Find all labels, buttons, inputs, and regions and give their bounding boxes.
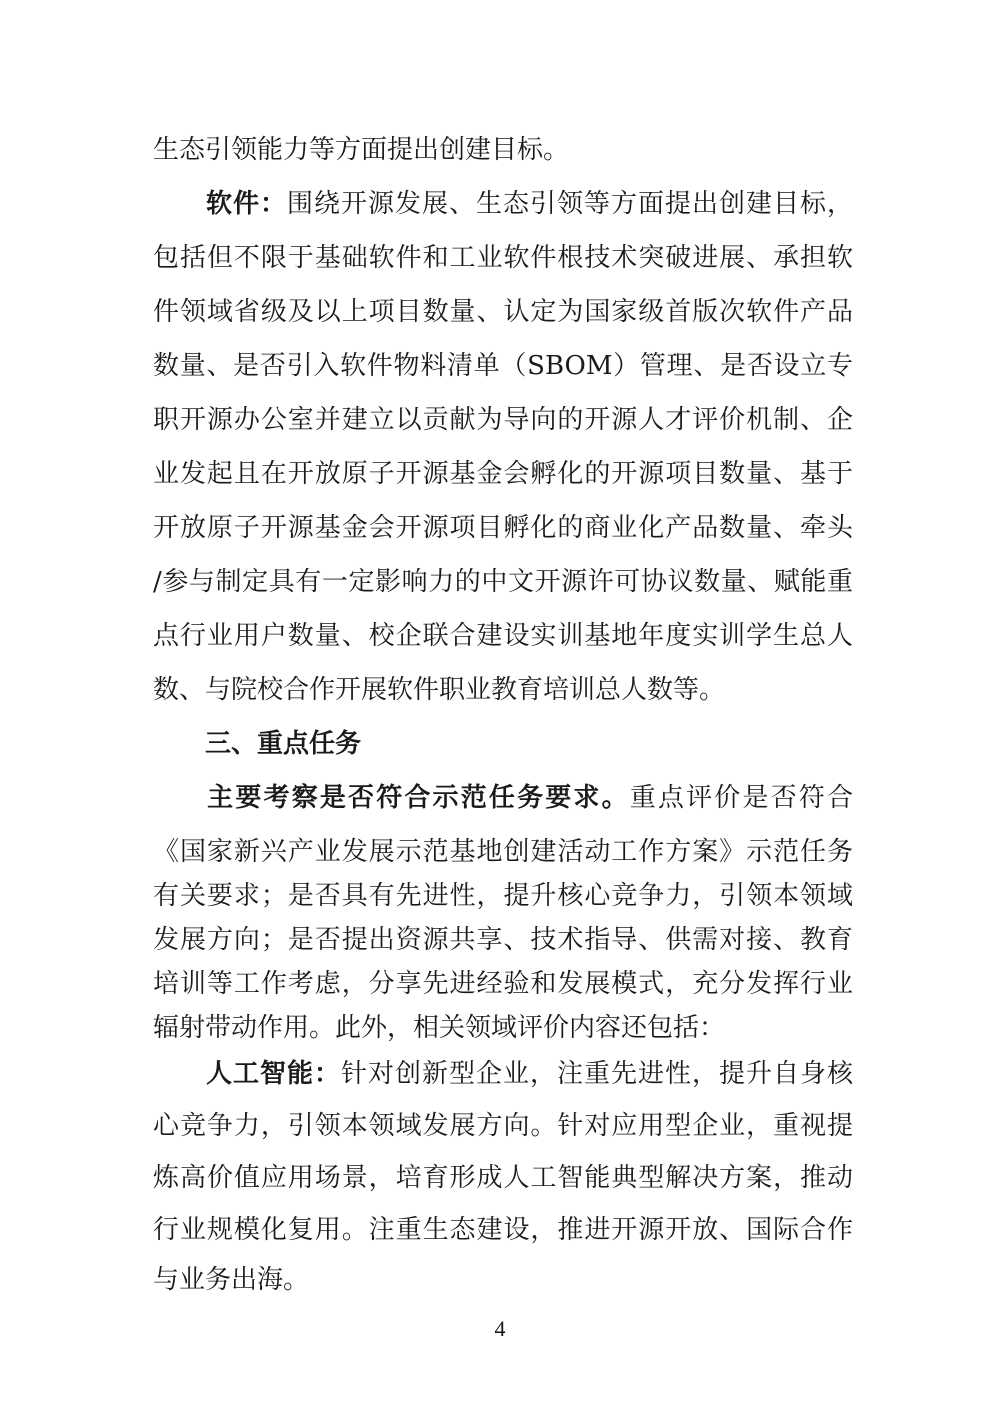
text-line: 针对创新型企业，注重先进性，提升自身核	[341, 1059, 853, 1089]
text-line: 炼高价值应用场景，培育形成人工智能典型解决方案，推动	[153, 1163, 853, 1193]
page-number: 4	[494, 1316, 506, 1341]
paragraph-tasks-first-line	[153, 780, 853, 816]
text-line: 点行业用户数量、校企联合建设实训基地年度实训学生总人	[153, 621, 853, 651]
text-line: 《国家新兴产业发展示范基地创建活动工作方案》示范任务	[153, 837, 853, 867]
text-line: 培训等工作考虑，分享先进经验和发展模式，充分发挥行业	[153, 969, 853, 999]
text-line: 发展方向；是否提出资源共享、技术指导、供需对接、教育	[153, 925, 853, 955]
text-line: 围绕开源发展、生态引领等方面提出创建目标，	[287, 189, 853, 219]
ai-heading: 人工智能：	[205, 1059, 341, 1089]
text-line: 数量、是否引入软件物料清单（SBOM）管理、是否设立专	[153, 351, 853, 381]
software-heading: 软件：	[205, 189, 287, 219]
text-line: 开放原子开源基金会开源项目孵化的商业化产品数量、牵头	[153, 513, 853, 543]
text-line: 辐射带动作用。此外，相关领域评价内容还包括：	[153, 1013, 726, 1043]
text-line: 生态引领能力等方面提出创建目标。	[153, 135, 570, 165]
text-line: 件领域省级及以上项目数量、认定为国家级首版次软件产品	[153, 297, 853, 327]
text-line: 数、与院校合作开展软件职业教育培训总人数等。	[153, 675, 726, 705]
text-line: 业发起且在开放原子开源基金会孵化的开源项目数量、基于	[153, 459, 853, 489]
paragraph-software-first-line	[153, 186, 853, 222]
paragraph-ai-first-line	[153, 1056, 853, 1092]
text-line: 有关要求；是否具有先进性，提升核心竞争力，引领本领域	[153, 881, 853, 911]
text-line: 与业务出海。	[153, 1265, 310, 1295]
text-line: 行业规模化复用。注重生态建设，推进开源开放、国际合作	[153, 1215, 853, 1245]
text-line: 职开源办公室并建立以贡献为导向的开源人才评价机制、企	[153, 405, 853, 435]
main-requirement-heading: 主要考察是否符合示范任务要求。	[205, 783, 630, 813]
text-line: 重点评价是否符合	[629, 783, 853, 813]
text-line: 心竞争力，引领本领域发展方向。针对应用型企业，重视提	[153, 1111, 853, 1141]
text-line: /参与制定具有一定影响力的中文开源许可协议数量、赋能重	[153, 567, 853, 597]
section-heading: 三、重点任务	[205, 729, 362, 759]
text-line: 包括但不限于基础软件和工业软件根技术突破进展、承担软	[153, 243, 853, 273]
